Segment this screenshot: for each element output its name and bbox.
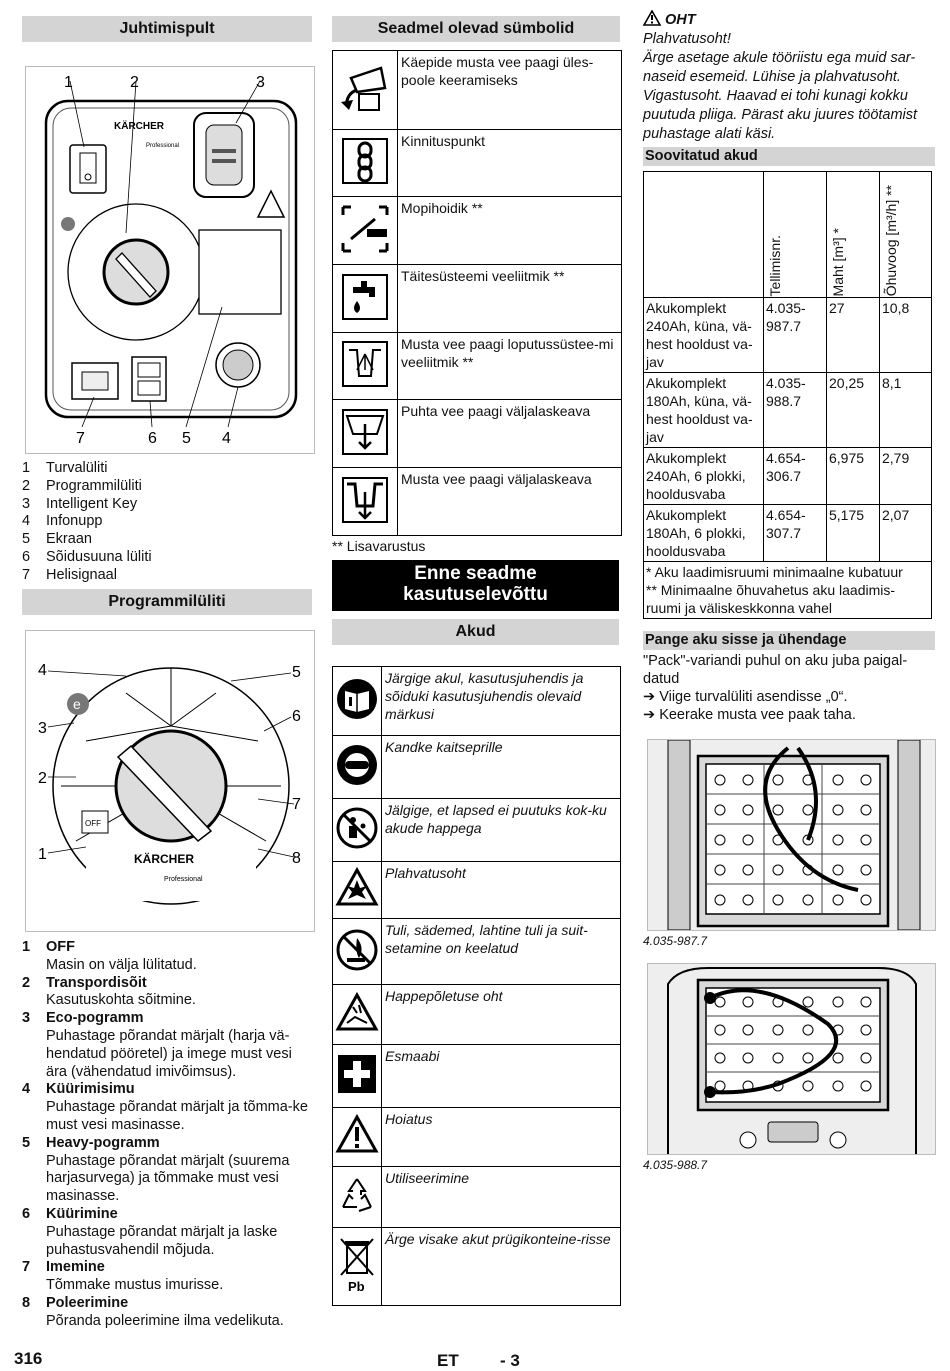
warning-triangle-icon (643, 10, 661, 26)
list-item: 3 Intelligent Key (22, 495, 138, 512)
table-row (333, 333, 622, 400)
dial-callout-7: 7 (292, 796, 301, 813)
dial-callout-6: 6 (292, 708, 301, 725)
arrow-right-icon: ➔ (643, 689, 660, 705)
battery-capacity: 20,25 (827, 373, 880, 448)
panel-callout-6: 6 (148, 430, 157, 447)
battery-name: Akukomplekt 240Ah, 6 plokki, hooldusvaba (644, 448, 764, 505)
mop-icon (337, 201, 393, 257)
tank-tilt-icon (337, 60, 393, 116)
table-row (644, 298, 932, 373)
tank-rinse-icon (337, 336, 393, 392)
list-item: 7 Helisignaal (22, 566, 117, 583)
battery-drawing-2 (648, 964, 935, 1154)
battery-order: 4.035-987.7 (764, 298, 827, 373)
pb-label: Pb (348, 1278, 365, 1294)
dial-brand: KÄRCHER (134, 852, 194, 866)
explosion-icon (335, 866, 379, 910)
danger-notice (643, 10, 935, 144)
step-item: ➔ Viige turvalüliti asendisse „0“. (643, 689, 848, 705)
dial-off-label: OFF (85, 819, 101, 828)
battery-airflow: 2,79 (880, 448, 932, 505)
table-row (644, 448, 932, 505)
panel-callout-1: 1 (64, 74, 73, 91)
list-item: 7 Imemine Tõmmake mustus imurisse. (22, 1259, 224, 1294)
battery-drawing-1 (648, 740, 935, 930)
table-row (333, 1228, 621, 1306)
insert-instructions (643, 652, 935, 724)
symbol-text: Täitesüsteemi veeliitmik ** (398, 265, 622, 333)
table-row (333, 667, 621, 736)
list-item: 5 Heavy-pogramm Puhastage põrandat märjalt (suurema harjasurvega) ja tõmmake must vesi masinasse. (22, 1134, 290, 1205)
table-row (644, 373, 932, 448)
table-header-row (644, 172, 932, 298)
table-row (333, 197, 622, 265)
dial-sub: Professional (164, 876, 203, 883)
panel-sub: Professional (146, 143, 180, 149)
no-fire-icon (335, 928, 379, 972)
list-item: 4 Küürimisimu Puhastage põrandat märjalt ja tõmma-ke must vesi masinasse. (22, 1081, 308, 1133)
warning-text: Plahvatusoht (382, 862, 621, 919)
list-item: 6 Sõidusuuna lüliti (22, 548, 152, 565)
insert-text: "Pack"-variandi puhul on aku juba paigal-datud (643, 653, 908, 687)
control-panel-figure (25, 66, 315, 454)
section-title-symbols: Seadmel olevad sümbolid (332, 16, 620, 42)
page-number: 316 (14, 1349, 43, 1368)
recommended-batteries-table (643, 171, 932, 619)
panel-legend-list (22, 460, 312, 585)
section-title-control-panel: Juhtimispult (22, 16, 312, 42)
program-list (22, 939, 312, 1331)
dial-callout-2: 2 (38, 770, 47, 787)
list-item: 1 OFF Masin on välja lülitatud. (22, 939, 197, 973)
step-item: ➔ Keerake musta vee paak taha. (643, 707, 856, 723)
table-row (333, 1045, 621, 1108)
symbol-text: Mopihoidik ** (398, 197, 622, 265)
list-item: 8 Poleerimine Põranda poleerimine ilma vedelikuta. (22, 1294, 284, 1329)
warning-text: Esmaabi (382, 1045, 621, 1108)
faucet-icon (337, 269, 393, 325)
table-row (333, 400, 622, 468)
table-row (333, 130, 622, 197)
acid-icon (335, 991, 379, 1035)
first-aid-icon (335, 1052, 379, 1096)
arrow-right-icon: ➔ (643, 707, 660, 723)
panel-callout-7: 7 (76, 430, 85, 447)
warning-text: Happepõletuse oht (382, 985, 621, 1045)
list-item: 3 Eco-pogramm Puhastage põrandat märjalt (harja vä-hendatud pööretel) ja imege must vesi ära (vähendatud imivõimsus). (22, 1010, 292, 1080)
table-row (644, 505, 932, 562)
dirty-drain-icon (337, 472, 393, 528)
battery-capacity: 27 (827, 298, 880, 373)
section-title-insert-battery: Pange aku sisse ja ühendage (643, 631, 935, 650)
chain-icon (337, 133, 393, 189)
battery-capacity: 5,175 (827, 505, 880, 562)
danger-line: Plahvatusoht! (643, 31, 731, 47)
table-row (333, 1108, 621, 1167)
panel-callout-2: 2 (130, 74, 139, 91)
manual-icon (335, 677, 379, 721)
battery-order: 4.035-988.7 (764, 373, 827, 448)
battery-figure-1 (647, 739, 936, 931)
dial-callout-4: 4 (38, 662, 47, 679)
footnote-accessory: ** Lisavarustus (332, 538, 426, 554)
control-panel-drawing (26, 67, 314, 453)
symbol-text: Musta vee paagi loputussüstee-mi veeliitmik ** (398, 333, 622, 400)
table-row (333, 985, 621, 1045)
symbol-text: Käepide musta vee paagi üles-poole keeramiseks (398, 51, 622, 130)
goggles-icon (335, 743, 379, 787)
figure-caption-1: 4.035-987.7 (643, 934, 708, 948)
section-title-program-switch: Programmilüliti (22, 589, 312, 615)
danger-label: OHT (665, 12, 696, 28)
dial-callout-3: 3 (38, 720, 47, 737)
sub-page-number: - 3 (500, 1351, 520, 1370)
battery-capacity: 6,975 (827, 448, 880, 505)
danger-line: Ärge asetage akule tööriistu ega muid sar-naseid esemeid. Lühise ja plahvatusoht. Vigastusoht. Haavad ei tohi kunagi kokku puutuda pliiga. Pärast aku juures töötamist puhastage alati käsi. (643, 50, 918, 142)
battery-name: Akukomplekt 240Ah, küna, vä-hest hooldust va-jav (644, 298, 764, 373)
battery-order: 4.654-307.7 (764, 505, 827, 562)
table-row (333, 468, 622, 536)
symbols-table (332, 50, 622, 536)
symbol-text: Musta vee paagi väljalaskeava (398, 468, 622, 536)
list-item: 2 Transpordisõit Kasutuskohta sõitmine. (22, 974, 196, 1009)
table-row (333, 799, 621, 862)
clean-drain-icon (337, 404, 393, 460)
warning-text: Tuli, sädemed, lahtine tuli ja suit-setamine on keelatud (382, 919, 621, 985)
panel-callout-4: 4 (222, 430, 231, 447)
warning-text: Kandke kaitseprille (382, 736, 621, 799)
table-row (333, 862, 621, 919)
column-header-capacity: Maht [m³] * (830, 227, 846, 296)
section-title-batteries: Akud (332, 619, 619, 645)
warning-text: Hoiatus (382, 1108, 621, 1167)
battery-name: Akukomplekt 180Ah, küna, vä-hest hooldust va-jav (644, 373, 764, 448)
column-header-airflow: Õhuvoog [m³/h] ** (883, 184, 899, 296)
list-item: 5 Ekraan (22, 531, 92, 548)
table-note: * Aku laadimisruumi minimaalne kubatuur (646, 564, 903, 580)
section-title-before-use: Enne seadme kasutuselevõttu (332, 560, 619, 611)
battery-airflow: 2,07 (880, 505, 932, 562)
panel-brand: KÄRCHER (114, 121, 164, 132)
column-header-order: Tellimisnr. (767, 234, 783, 296)
warning-icon (335, 1113, 379, 1157)
dial-callout-8: 8 (292, 850, 301, 867)
table-row (333, 1167, 621, 1228)
panel-callout-5: 5 (182, 430, 191, 447)
section-title-recommended-batteries: Soovitatud akud (643, 147, 935, 166)
figure-caption-2: 4.035-988.7 (643, 1158, 708, 1172)
table-row (333, 919, 621, 985)
table-row (333, 736, 621, 799)
list-item: 6 Küürimine Puhastage põrandat märjalt ja laske puhastusvahendil mõjuda. (22, 1205, 278, 1258)
table-row (333, 51, 622, 130)
bin-crossed-icon (335, 1235, 379, 1295)
warning-text: Jälgige, et lapsed ei puutuks kok-ku akude happega (382, 799, 621, 862)
battery-order: 4.654-306.7 (764, 448, 827, 505)
table-row (333, 265, 622, 333)
battery-airflow: 8,1 (880, 373, 932, 448)
battery-figure-2 (647, 963, 936, 1155)
dial-callout-1: 1 (38, 846, 47, 863)
list-item: 4 Infonupp (22, 513, 103, 530)
table-notes-row (644, 562, 932, 619)
language-code: ET (437, 1351, 459, 1370)
recycle-icon (335, 1173, 379, 1217)
panel-callout-3: 3 (256, 74, 265, 91)
display-screen (199, 230, 281, 314)
symbol-text: Puhta vee paagi väljalaskeava (398, 400, 622, 468)
warning-text: Ärge visake akut prügikonteine-risse (382, 1228, 621, 1306)
program-switch-figure (25, 630, 315, 932)
list-item: 1 Turvalüliti (22, 460, 108, 476)
warning-text: Utiliseerimine (382, 1167, 621, 1228)
battery-name: Akukomplekt 180Ah, 6 plokki, hooldusvaba (644, 505, 764, 562)
list-item: 2 Programmilüliti (22, 477, 142, 494)
dial-callout-5: 5 (292, 664, 301, 681)
children-icon (335, 806, 379, 850)
symbol-text: Kinnituspunkt (398, 130, 622, 197)
warning-text: Järgige akul, kasutusjuhendis ja sõiduki kasutusjuhendis olevaid märkusi (382, 667, 621, 736)
eco-e-label: e (73, 696, 81, 712)
program-dial-drawing (26, 631, 314, 931)
battery-airflow: 10,8 (880, 298, 932, 373)
table-note: ** Minimaalne õhuvahetus aku laadimis-ruumi ja väliskeskkonna vahel (646, 582, 896, 616)
battery-warnings-table (332, 666, 621, 1306)
